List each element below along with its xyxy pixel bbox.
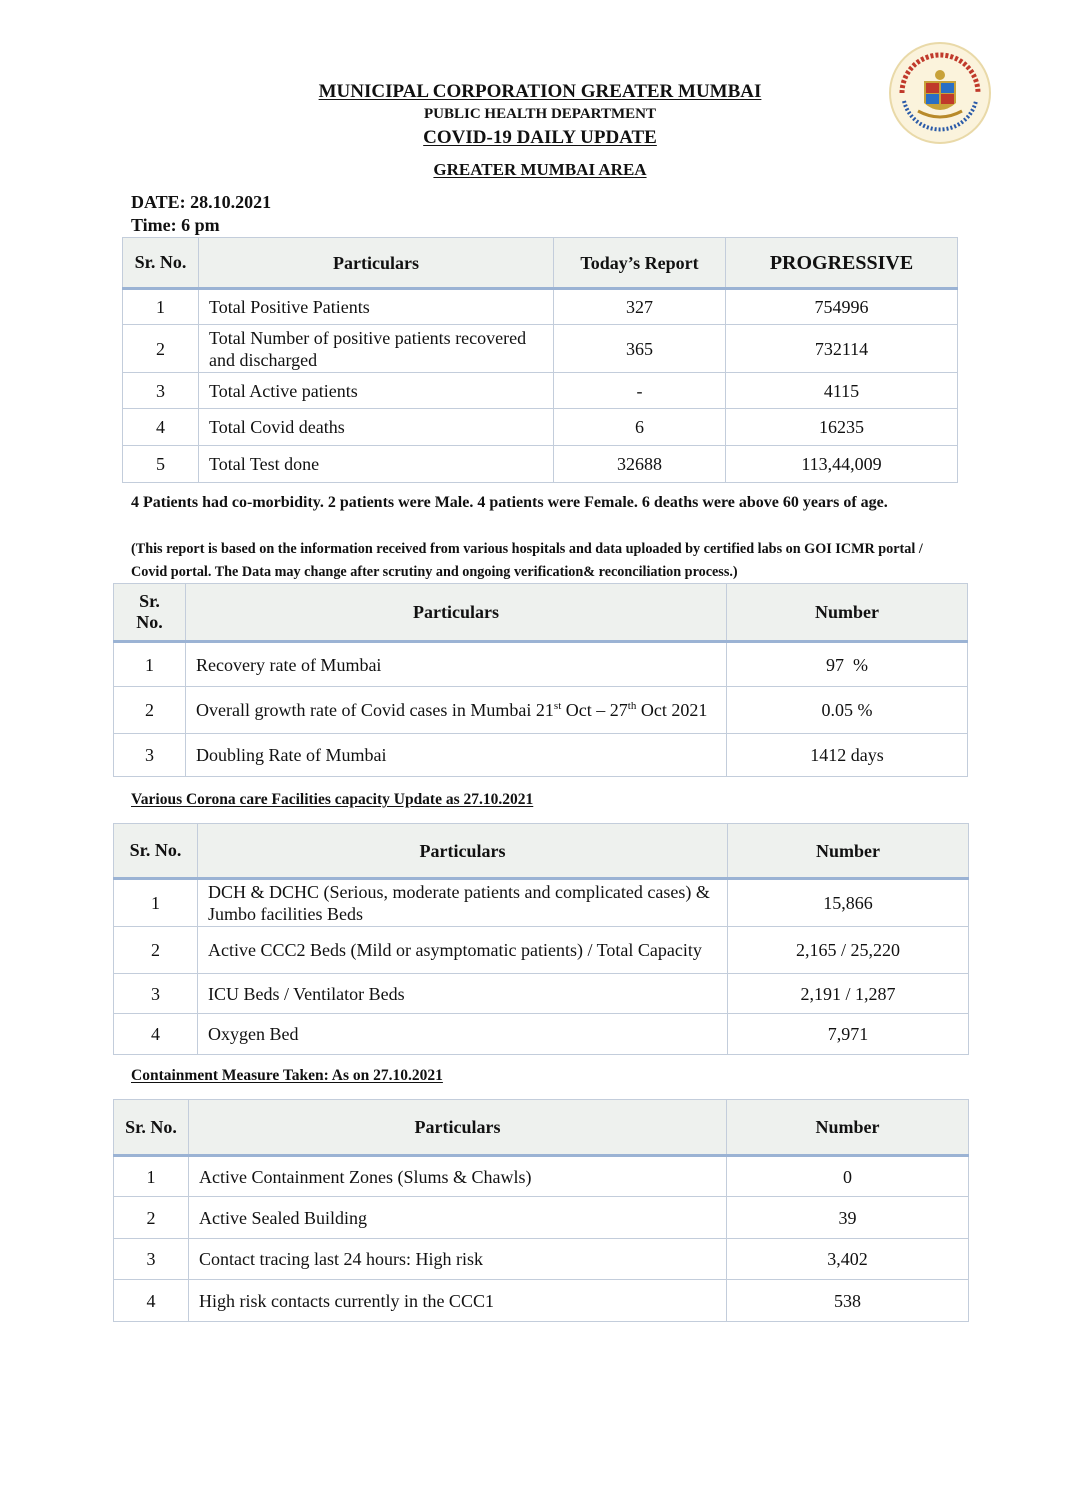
number-value: 538 bbox=[727, 1280, 969, 1322]
number-value: 15,866 bbox=[728, 879, 969, 927]
table-row bbox=[114, 1156, 969, 1197]
today-value: 365 bbox=[554, 325, 726, 373]
table-row bbox=[114, 734, 968, 777]
today-value: 32688 bbox=[554, 446, 726, 483]
today-value: 327 bbox=[554, 289, 726, 325]
rates-table bbox=[113, 583, 968, 777]
progressive-value: 732114 bbox=[726, 325, 958, 373]
progressive-value: 4115 bbox=[726, 373, 958, 409]
col-header-sr-no: Sr. No. bbox=[114, 824, 198, 879]
table-row bbox=[123, 446, 958, 483]
particular: DCH & DCHC (Serious, moderate patients and complicated cases) & Jumbo facilities Beds bbox=[198, 879, 728, 927]
ordinal-suffix: th bbox=[627, 700, 637, 712]
sr-no: 1 bbox=[114, 879, 198, 927]
bmc-emblem-icon bbox=[888, 41, 992, 145]
particular: Oxygen Bed bbox=[198, 1014, 728, 1055]
col-header-sr-no: Sr. No. bbox=[123, 238, 199, 289]
col-header-progressive: PROGRESSIVE bbox=[726, 238, 958, 289]
sr-no: 1 bbox=[114, 642, 186, 687]
sr-no: 3 bbox=[114, 734, 186, 777]
facilities-section-title: Various Corona care Facilities capacity Update as 27.10.2021 bbox=[131, 791, 534, 808]
particular-text: Overall growth rate of Covid cases in Mumbai 21 bbox=[196, 700, 554, 720]
table-row bbox=[123, 409, 958, 446]
sr-no: 1 bbox=[123, 289, 199, 325]
sr-no: 5 bbox=[123, 446, 199, 483]
table-row bbox=[114, 974, 969, 1014]
particular: Active Sealed Building bbox=[189, 1197, 727, 1239]
table-row bbox=[123, 325, 958, 373]
area-title: GREATER MUMBAI AREA bbox=[433, 160, 647, 179]
particular bbox=[186, 687, 727, 734]
progressive-value: 113,44,009 bbox=[726, 446, 958, 483]
disclaimer-note: (This report is based on the information received from various hospitals and data uploaded by certified labs on GOI ICMR portal / Covid portal. The Data may change after scrutiny and ongoing verification& reconciliation process.) bbox=[131, 541, 923, 580]
table-row bbox=[114, 1014, 969, 1055]
summary-table bbox=[122, 237, 958, 483]
col-header-particulars: Particulars bbox=[189, 1100, 727, 1156]
containment-section-title: Containment Measure Taken: As on 27.10.2021 bbox=[131, 1067, 443, 1084]
col-header-particulars: Particulars bbox=[198, 824, 728, 879]
today-value: - bbox=[554, 373, 726, 409]
col-header-sr-no: Sr. No. bbox=[114, 1100, 189, 1156]
col-header-todays-report: Today’s Report bbox=[554, 238, 726, 289]
number-value: 0.05 % bbox=[727, 687, 968, 734]
particular: Total Covid deaths bbox=[199, 409, 554, 446]
table-row bbox=[114, 1239, 969, 1280]
particular: Active CCC2 Beds (Mild or asymptomatic patients) / Total Capacity bbox=[198, 927, 728, 974]
report-title: COVID-19 DAILY UPDATE bbox=[423, 127, 657, 148]
table-row bbox=[114, 927, 969, 974]
number-value: 2,191 / 1,287 bbox=[728, 974, 969, 1014]
table-row bbox=[114, 1280, 969, 1322]
number-value: 2,165 / 25,220 bbox=[728, 927, 969, 974]
department-title: PUBLIC HEALTH DEPARTMENT bbox=[423, 106, 656, 122]
particular: Total Number of positive patients recovered and discharged bbox=[199, 325, 554, 373]
number-value: 3,402 bbox=[727, 1239, 969, 1280]
table-row bbox=[114, 1197, 969, 1239]
today-value: 6 bbox=[554, 409, 726, 446]
table-row bbox=[114, 642, 968, 687]
particular: Recovery rate of Mumbai bbox=[186, 642, 727, 687]
sr-no: 4 bbox=[123, 409, 199, 446]
sr-no: 3 bbox=[123, 373, 199, 409]
col-header-number: Number bbox=[728, 824, 969, 879]
col-header-sr-no: Sr. No. bbox=[114, 584, 186, 642]
progressive-value: 754996 bbox=[726, 289, 958, 325]
facilities-table bbox=[113, 823, 969, 1055]
number-value: 0 bbox=[727, 1156, 969, 1197]
number-value: 7,971 bbox=[728, 1014, 969, 1055]
particular-text: Oct – 27 bbox=[561, 700, 628, 720]
particular: Total Test done bbox=[199, 446, 554, 483]
table-row bbox=[123, 289, 958, 325]
report-time: Time: 6 pm bbox=[131, 215, 220, 235]
containment-table bbox=[113, 1099, 969, 1322]
particular: Contact tracing last 24 hours: High risk bbox=[189, 1239, 727, 1280]
particular: Total Active patients bbox=[199, 373, 554, 409]
sr-no: 4 bbox=[114, 1014, 198, 1055]
sr-no: 3 bbox=[114, 974, 198, 1014]
org-title: MUNICIPAL CORPORATION GREATER MUMBAI bbox=[318, 81, 762, 102]
col-header-number: Number bbox=[727, 1100, 969, 1156]
col-header-particulars: Particulars bbox=[199, 238, 554, 289]
table-row bbox=[114, 687, 968, 734]
deaths-note: 4 Patients had co-morbidity. 2 patients were Male. 4 patients were Female. 6 deaths were above 60 years of age. bbox=[131, 494, 888, 511]
table-row bbox=[114, 879, 969, 927]
sr-no: 4 bbox=[114, 1280, 189, 1322]
ordinal-suffix: st bbox=[553, 700, 562, 712]
col-header-particulars: Particulars bbox=[186, 584, 727, 642]
number-value: 39 bbox=[727, 1197, 969, 1239]
progressive-value: 16235 bbox=[726, 409, 958, 446]
sr-no: 2 bbox=[123, 325, 199, 373]
particular: Total Positive Patients bbox=[199, 289, 554, 325]
sr-no: 2 bbox=[114, 927, 198, 974]
particular: Active Containment Zones (Slums & Chawls) bbox=[189, 1156, 727, 1197]
report-date: DATE: 28.10.2021 bbox=[131, 192, 272, 212]
sr-no: 2 bbox=[114, 687, 186, 734]
number-value: 97 % bbox=[727, 642, 968, 687]
particular: ICU Beds / Ventilator Beds bbox=[198, 974, 728, 1014]
particular: High risk contacts currently in the CCC1 bbox=[189, 1280, 727, 1322]
sr-no: 2 bbox=[114, 1197, 189, 1239]
col-header-number: Number bbox=[727, 584, 968, 642]
particular-text: Oct 2021 bbox=[636, 700, 708, 720]
sr-no: 1 bbox=[114, 1156, 189, 1197]
sr-no: 3 bbox=[114, 1239, 189, 1280]
number-value: 1412 days bbox=[727, 734, 968, 777]
table-row bbox=[123, 373, 958, 409]
particular: Doubling Rate of Mumbai bbox=[186, 734, 727, 777]
